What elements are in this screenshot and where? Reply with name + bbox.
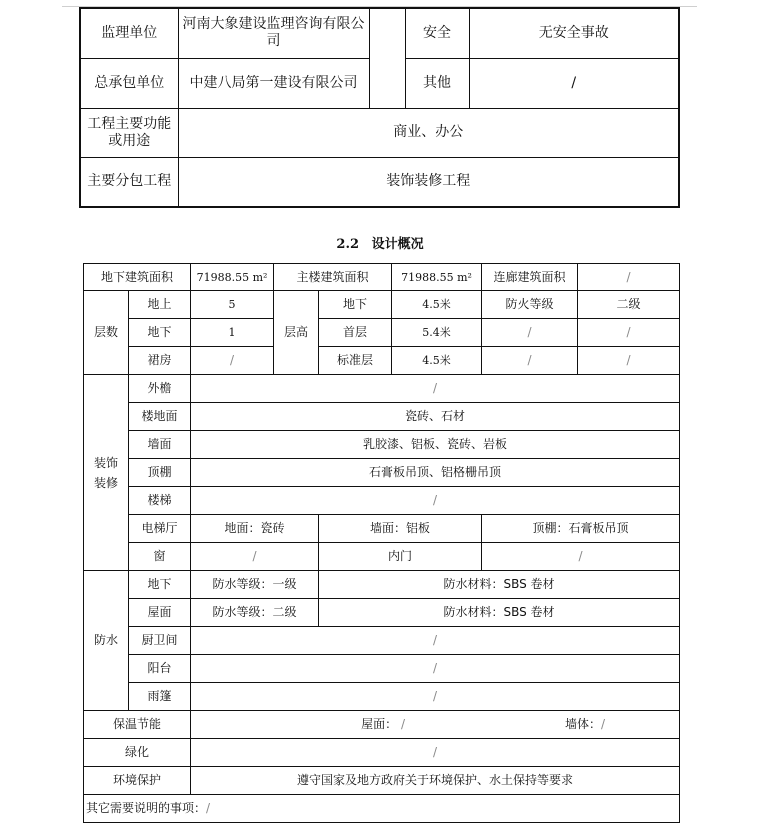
project-info-table bbox=[79, 7, 680, 208]
function-value: 商业、办公 bbox=[178, 108, 679, 157]
floors-row-label: 地上 bbox=[129, 291, 191, 319]
safety-label: 安全 bbox=[405, 8, 469, 58]
design-overview-table bbox=[83, 263, 680, 823]
waterproof-label: 防水 bbox=[84, 571, 129, 711]
greening-label: 绿化 bbox=[84, 739, 191, 767]
waterproof-row-value: / bbox=[191, 627, 680, 655]
insulation-roof bbox=[195, 717, 405, 732]
decoration-row-label: 墙面 bbox=[129, 431, 191, 459]
decoration-row-label: 顶棚 bbox=[129, 459, 191, 487]
insulation-wall bbox=[405, 717, 605, 732]
height-row-value: 4.5米 bbox=[392, 291, 482, 319]
height-row-label: 首层 bbox=[319, 319, 392, 347]
waterproof-row-value: / bbox=[191, 655, 680, 683]
supervisor-label: 监理单位 bbox=[80, 8, 178, 58]
extra-value: / bbox=[578, 347, 680, 375]
subcontract-label: 主要分包工程 bbox=[80, 157, 178, 207]
elevator-hall-floor: 地面：瓷砖 bbox=[191, 515, 319, 543]
door-label: 内门 bbox=[319, 543, 482, 571]
main-area-value: 71988.55 m² bbox=[392, 264, 482, 291]
waterproof-material: 防水材料：SBS 卷材 bbox=[319, 599, 680, 627]
floors-row-value: / bbox=[191, 347, 274, 375]
waterproof-row-label: 地下 bbox=[129, 571, 191, 599]
floors-row-value: 5 bbox=[191, 291, 274, 319]
elevator-hall-ceiling: 顶棚：石膏板吊顶 bbox=[482, 515, 680, 543]
extra-value: / bbox=[578, 319, 680, 347]
floors-row-label: 裙房 bbox=[129, 347, 191, 375]
insulation-wall-label: 墙体： bbox=[564, 717, 601, 731]
height-row-value: 4.5米 bbox=[392, 347, 482, 375]
height-row-label: 地下 bbox=[319, 291, 392, 319]
waterproof-grade: 防水等级：二级 bbox=[191, 599, 319, 627]
decoration-row-label: 楼地面 bbox=[129, 403, 191, 431]
waterproof-material: 防水材料：SBS 卷材 bbox=[319, 571, 680, 599]
greening-value: / bbox=[191, 739, 680, 767]
decoration-row-value: / bbox=[191, 375, 680, 403]
corridor-area-value: / bbox=[578, 264, 680, 291]
door-value: / bbox=[482, 543, 680, 571]
fire-rating-label: 防火等级 bbox=[482, 291, 578, 319]
floors-row-value: 1 bbox=[191, 319, 274, 347]
other-value: / bbox=[469, 58, 679, 108]
insulation-label: 保温节能 bbox=[84, 711, 191, 739]
decoration-row-label: 楼梯 bbox=[129, 487, 191, 515]
safety-value: 无安全事故 bbox=[469, 8, 679, 58]
floors-label: 层数 bbox=[84, 291, 129, 375]
insulation-roof-value: / bbox=[400, 717, 406, 731]
notes-value: / bbox=[206, 801, 211, 815]
contractor-label: 总承包单位 bbox=[80, 58, 178, 108]
notes-label: 其它需要说明的事项： bbox=[86, 801, 207, 815]
blank-cell bbox=[369, 8, 405, 108]
waterproof-row-label: 阳台 bbox=[129, 655, 191, 683]
height-row-value: 5.4米 bbox=[392, 319, 482, 347]
decoration-row-value: 石膏板吊顶、铝格栅吊顶 bbox=[191, 459, 680, 487]
corridor-area-label: 连廊建筑面积 bbox=[482, 264, 578, 291]
environment-value: 遵守国家及地方政府关于环境保护、水土保持等要求 bbox=[191, 767, 680, 795]
underground-area-value: 71988.55 m² bbox=[191, 264, 274, 291]
floors-row-label: 地下 bbox=[129, 319, 191, 347]
main-area-label: 主楼建筑面积 bbox=[274, 264, 392, 291]
height-label: 层高 bbox=[274, 291, 319, 375]
extra-label: / bbox=[482, 319, 578, 347]
waterproof-row-label: 屋面 bbox=[129, 599, 191, 627]
other-label: 其他 bbox=[405, 58, 469, 108]
insulation-wall-value: / bbox=[600, 717, 606, 731]
decoration-row-value: / bbox=[191, 487, 680, 515]
waterproof-row-label: 雨篷 bbox=[129, 683, 191, 711]
height-row-label: 标准层 bbox=[319, 347, 392, 375]
section-heading bbox=[0, 233, 760, 252]
environment-label: 环境保护 bbox=[84, 767, 191, 795]
elevator-hall-wall: 墙面：铝板 bbox=[319, 515, 482, 543]
decoration-row-value: 瓷砖、石材 bbox=[191, 403, 680, 431]
fire-rating-value: 二级 bbox=[578, 291, 680, 319]
supervisor-value: 河南大象建设监理咨询有限公司 bbox=[178, 8, 369, 58]
section-number: 2.2 bbox=[336, 237, 360, 252]
contractor-value: 中建八局第一建设有限公司 bbox=[178, 58, 369, 108]
waterproof-row-label: 厨卫间 bbox=[129, 627, 191, 655]
decoration-label-text: 装饰装修 bbox=[93, 455, 118, 490]
subcontract-value: 装饰装修工程 bbox=[178, 157, 679, 207]
window-label: 窗 bbox=[129, 543, 191, 571]
waterproof-grade: 防水等级：一级 bbox=[191, 571, 319, 599]
section-title: 设计概况 bbox=[371, 237, 424, 252]
underground-area-label: 地下建筑面积 bbox=[84, 264, 191, 291]
window-value: / bbox=[191, 543, 319, 571]
decoration-label bbox=[84, 375, 129, 571]
decoration-row-value: 乳胶漆、铝板、瓷砖、岩板 bbox=[191, 431, 680, 459]
elevator-hall-label: 电梯厅 bbox=[129, 515, 191, 543]
waterproof-row-value: / bbox=[191, 683, 680, 711]
function-label: 工程主要功能或用途 bbox=[80, 108, 178, 157]
insulation-roof-label: 屋面： bbox=[361, 717, 398, 731]
insulation-values bbox=[191, 711, 680, 739]
decoration-row-label: 外檐 bbox=[129, 375, 191, 403]
extra-label: / bbox=[482, 347, 578, 375]
notes-row bbox=[84, 795, 680, 823]
